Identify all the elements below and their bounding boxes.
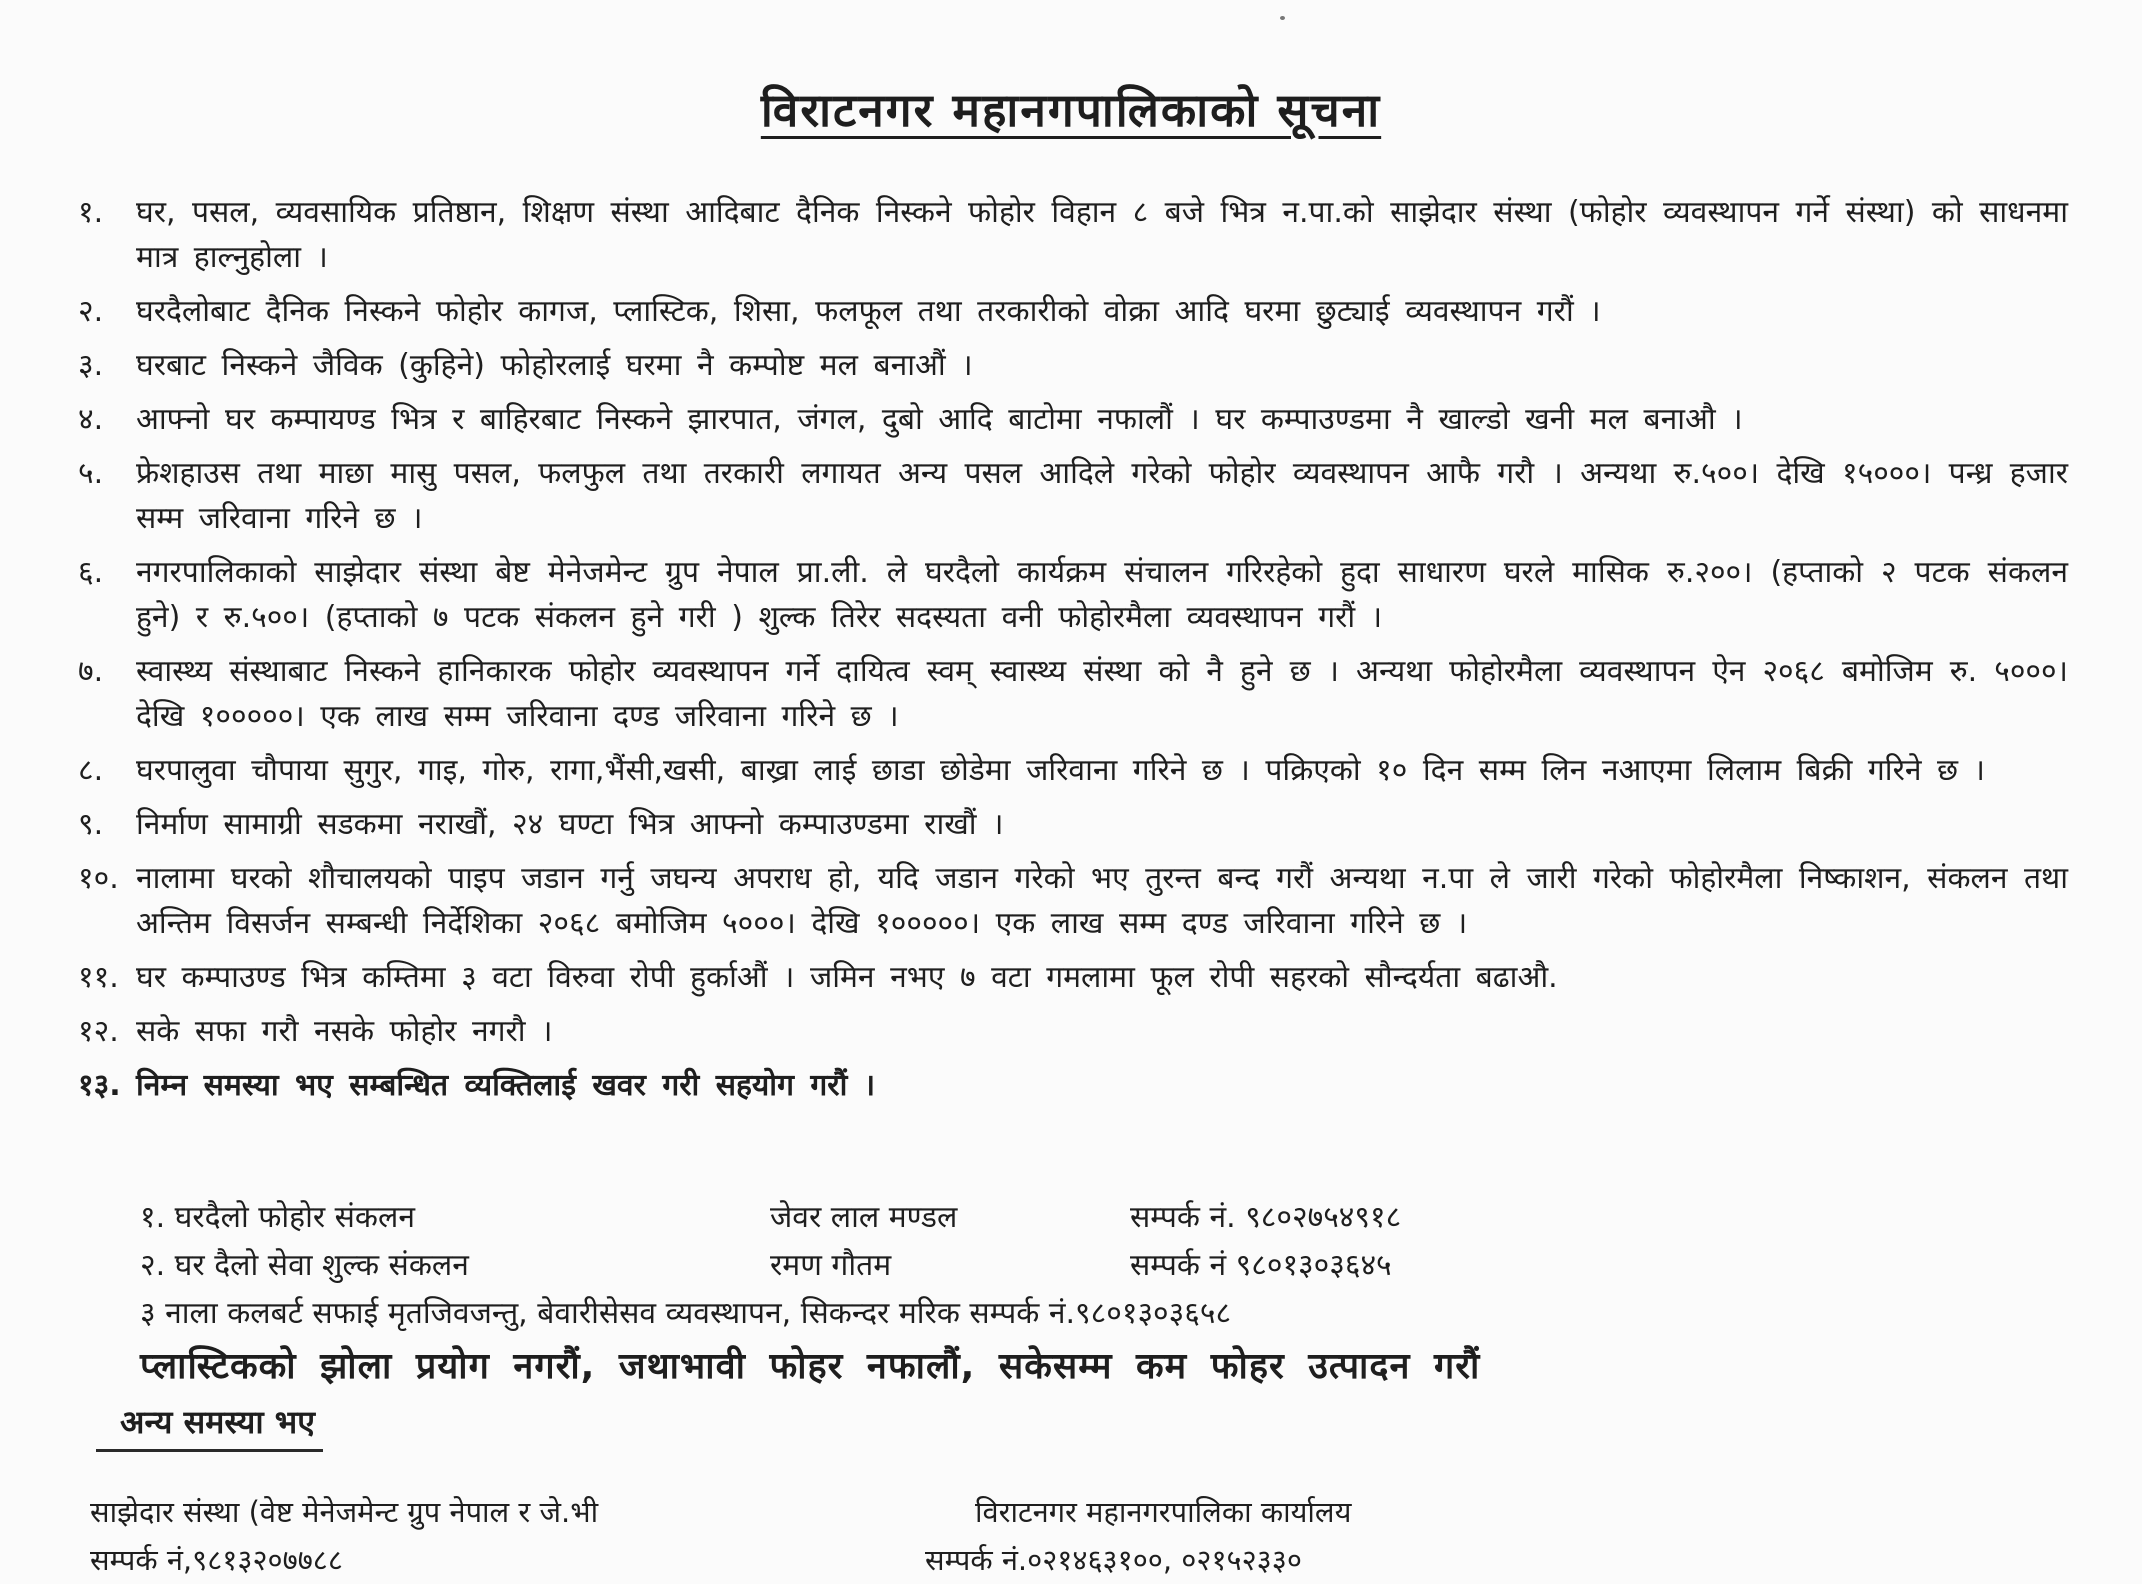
item-number: ११.	[78, 960, 119, 995]
item-number: ९.	[78, 807, 104, 842]
office-contact: सम्पर्क नं.०२१४६३१००, ०२१५२३३०	[925, 1543, 1302, 1577]
office-name: विराटनगर महानगरपालिका कार्यालय	[975, 1495, 1352, 1529]
partner-name: साझेदार संस्था (वेष्ट मेनेजमेन्ट ग्रुप नेपाल र जे.भी	[90, 1495, 599, 1529]
item-number: ७.	[78, 654, 104, 689]
notice-item-9	[78, 802, 2068, 847]
notice-item-7	[78, 649, 2068, 739]
item-text: सके सफा गरौ नसके फोहोर नगरौ ।	[136, 1014, 553, 1049]
footer-office-block	[925, 1488, 1352, 1584]
item-text: फ्रेशहाउस तथा माछा मासु पसल, फलफुल तथा तरकारी लगायत अन्य पसल आदिले गरेको फोहोर व्यवस्थापन आफै गरौ । अन्यथा रु.५००। देखि १५०००। पन्ध्र हजार सम्म जरिवाना गरिने छ ।	[136, 456, 2068, 536]
notice-item-11	[78, 955, 2068, 1000]
notice-item-13	[78, 1063, 2068, 1108]
notice-title	[0, 78, 2142, 140]
partner-contact: सम्पर्क नं,९८१३२०७७८८	[90, 1543, 343, 1577]
contact-person: जेवर लाल मण्डल	[770, 1200, 958, 1235]
notice-item-6	[78, 550, 2068, 640]
scan-speck	[1280, 16, 1285, 20]
notice-item-12	[78, 1009, 2068, 1054]
contact-row-1	[140, 1194, 1640, 1242]
item-number: ८.	[78, 753, 104, 788]
contact-person: रमण गौतम	[770, 1248, 892, 1283]
item-text: नगरपालिकाको साझेदार संस्था बेष्ट मेनेजमेन्ट ग्रुप नेपाल प्रा.ली. ले घरदैलो कार्यक्रम संचालन गरिरहेको हुदा साधारण घरले मासिक रु.२००। (हप्ताको २ पटक संकलन हुने) र रु.५००। (हप्ताको ७ पटक संकलन हुने गरी ) शुल्क तिरेर सदस्यता वनी फोहोरमैला व्यवस्थापन गरौं ।	[136, 555, 2068, 635]
item-text: निम्न समस्या भए सम्बन्धित व्यक्तिलाई खवर गरी सहयोग गरौं ।	[136, 1068, 876, 1103]
contact-row-3	[140, 1290, 1640, 1338]
item-number: २.	[78, 294, 104, 329]
contact-phone: सम्पर्क नं. ९८०२७५४९१८	[1130, 1200, 1402, 1235]
contact-phone: सम्पर्क नं ९८०१३०३६४५	[1130, 1248, 1392, 1283]
item-number: १२.	[78, 1014, 119, 1049]
contact-row-2	[140, 1242, 1640, 1290]
notice-item-2	[78, 289, 2068, 334]
item-number: ४.	[78, 402, 104, 437]
item-number: १०.	[78, 861, 119, 896]
other-problems-heading: अन्य समस्या भए	[96, 1400, 323, 1452]
item-text: घरपालुवा चौपाया सुगुर, गाइ, गोरु, रागा,भैंसी,खसी, बाख्रा लाई छाडा छोडेमा जरिवाना गरिने छ । पक्रिएको १० दिन सम्म लिन नआएमा लिलाम बिक्री गरिने छ ।	[136, 753, 1985, 788]
contact-full-line: ३ नाला कलबर्ट सफाई मृतजिवजन्तु, बेवारीसेसव व्यवस्थापन, सिकन्दर मरिक सम्पर्क नं.९८०१३०३६५८	[140, 1296, 1232, 1331]
slogan: प्लास्टिकको झोला प्रयोग नगरौं, जथाभावी फोहर नफालौं, सकेसम्म कम फोहर उत्पादन गरौं	[140, 1346, 1481, 1387]
notice-item-10	[78, 856, 2068, 946]
notice-item-4	[78, 397, 2068, 442]
notice-item-5	[78, 451, 2068, 541]
notice-title-text: विराटनगर महानगपालिकाको सूचना	[760, 83, 1382, 137]
contact-list	[140, 1194, 1640, 1338]
contact-service: २. घर दैलो सेवा शुल्क संकलन	[140, 1248, 469, 1283]
footer-partner-block	[90, 1488, 598, 1584]
item-number: ६.	[78, 555, 104, 590]
notice-item-3	[78, 343, 2068, 388]
item-text: आफ्नो घर कम्पायण्ड भित्र र बाहिरबाट निस्कने झारपात, जंगल, दुबो आदि बाटोमा नफालौं । घर कम्पाउण्डमा नै खाल्डो खनी मल बनाऔ ।	[136, 402, 1743, 437]
item-text: घरदैलोबाट दैनिक निस्कने फोहोर कागज, प्लास्टिक, शिसा, फलफूल तथा तरकारीको वोक्रा आदि घरमा छुट्याई व्यवस्थापन गरौं ।	[136, 294, 1601, 329]
item-text: स्वास्थ्य संस्थाबाट निस्कने हानिकारक फोहोर व्यवस्थापन गर्ने दायित्व स्वम् स्वास्थ्य संस्था को नै हुने छ । अन्यथा फोहोरमैला व्यवस्थापन ऐन २०६८ बमोजिम रु. ५०००। देखि १०००००। एक लाख सम्म जरिवाना दण्ड जरिवाना गरिने छ ।	[136, 654, 2068, 734]
notice-items-list	[78, 190, 2068, 1117]
item-number: १.	[78, 195, 104, 230]
contact-service: १. घरदैलो फोहोर संकलन	[140, 1200, 415, 1235]
item-text: निर्माण सामाग्री सडकमा नराखौं, २४ घण्टा भित्र आफ्नो कम्पाउण्डमा राखौं ।	[136, 807, 1004, 842]
item-number: ५.	[78, 456, 104, 491]
notice-item-8	[78, 748, 2068, 793]
item-text: घरबाट निस्कने जैविक (कुहिने) फोहोरलाई घरमा नै कम्पोष्ट मल बनाऔं ।	[136, 348, 973, 383]
item-number: ३.	[78, 348, 104, 383]
item-text: नालामा घरको शौचालयको पाइप जडान गर्नु जघन्य अपराध हो, यदि जडान गरेको भए तुरन्त बन्द गरौं अन्यथा न.पा ले जारी गरेको फोहोरमैला निष्काशन, संकलन तथा अन्तिम विसर्जन सम्बन्धी निर्देशिका २०६८ बमोजिम ५०००। देखि १०००००। एक लाख सम्म दण्ड जरिवाना गरिने छ ।	[136, 861, 2068, 941]
notice-item-1	[78, 190, 2068, 280]
item-number: १३.	[78, 1068, 121, 1103]
item-text: घर कम्पाउण्ड भित्र कम्तिमा ३ वटा विरुवा रोपी हुर्काऔं । जमिन नभए ७ वटा गमलामा फूल रोपी सहरको सौन्दर्यता बढाऔ.	[136, 960, 1558, 995]
item-text: घर, पसल, व्यवसायिक प्रतिष्ठान, शिक्षण संस्था आदिबाट दैनिक निस्कने फोहोर विहान ८ बजे भित्र न.पा.को साझेदार संस्था (फोहोर व्यवस्थापन गर्ने संस्था) को साधनमा मात्र हाल्नुहोला ।	[136, 195, 2068, 275]
